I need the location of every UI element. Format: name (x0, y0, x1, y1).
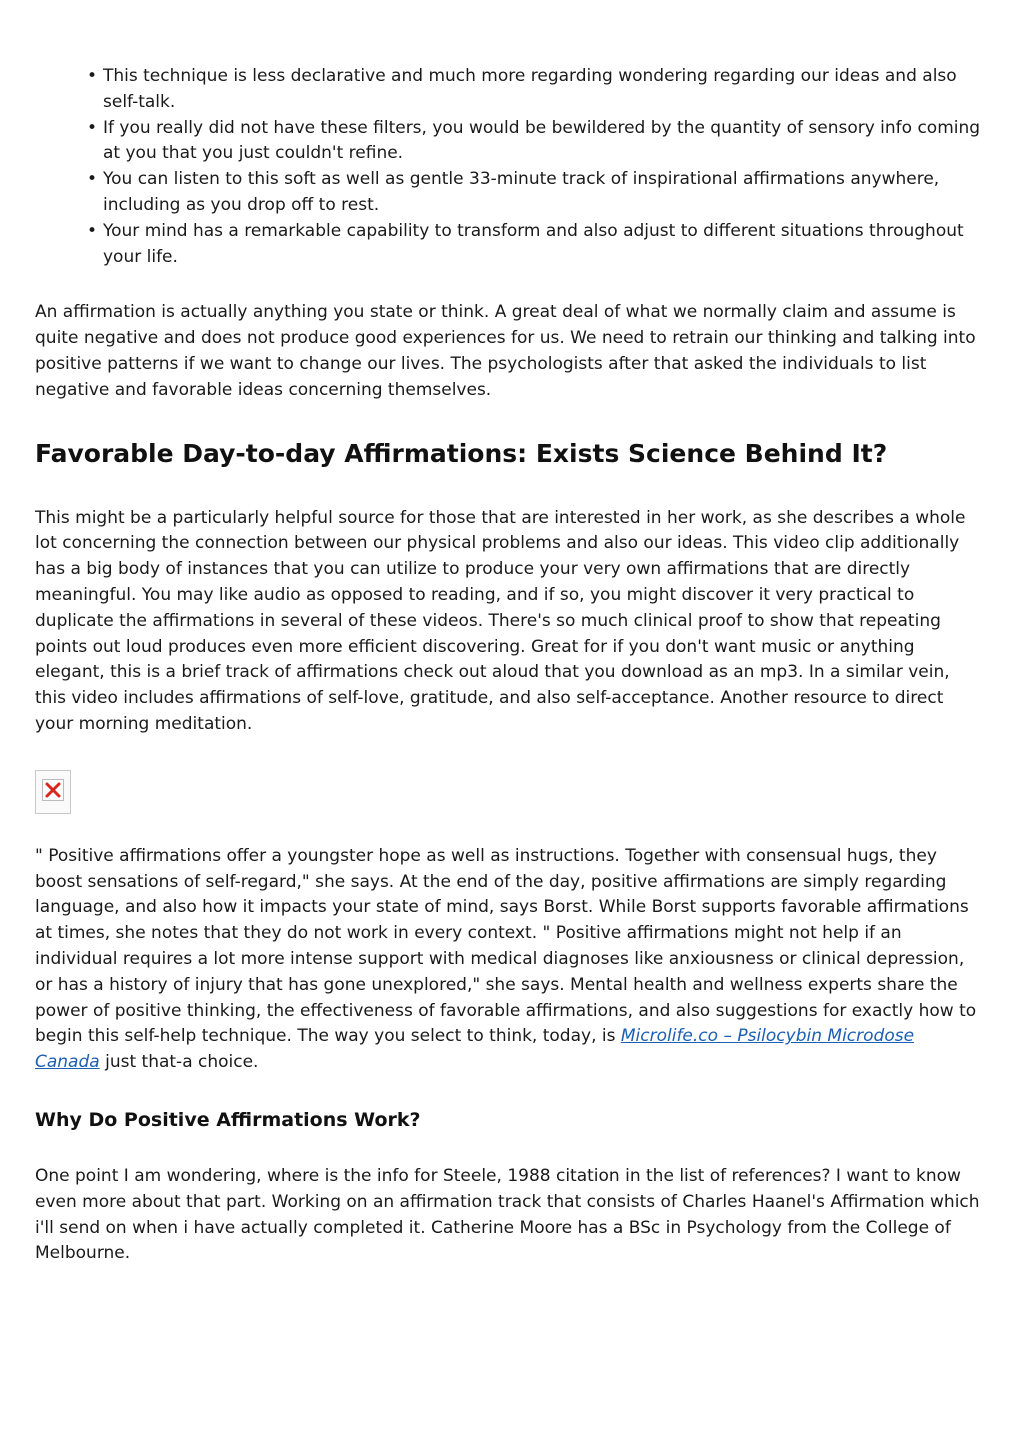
paragraph-closing: One point I am wondering, where is the info for Steele, 1988 citation in the list of references? I want to know even more about that part. Working on an affirmation track that consists of Charles Haanel's Affirmation which i'll send on when i have actually completed it. Catherine Moore has a BSc in Psychology from the College of Melbourne. (35, 1165, 980, 1264)
paragraph-quote (35, 844, 984, 1076)
microlife-link[interactable]: Microlife.co – Psilocybin Microdose Canada (35, 1026, 915, 1073)
paragraph-intro: An affirmation is actually anything you state or think. A great deal of what we normally claim and assume is quite negative and does not produce good experiences for us. We need to retrain our thinking and talking into positive patterns if we want to change our lives. The psychologists after that asked the individuals to list negative and favorable ideas concerning themselves. (35, 302, 976, 400)
bullet-list (35, 0, 984, 270)
bullet-marker: • (87, 220, 98, 241)
list-item (35, 167, 984, 219)
section-heading: Favorable Day-to-day Affirmations: Exists Science Behind It? (35, 438, 888, 468)
subsection-heading: Why Do Positive Affirmations Work? (35, 1108, 421, 1131)
bullet-marker: • (87, 169, 98, 190)
broken-image-frame (42, 779, 64, 801)
list-item-text: You can listen to this soft as well as gentle 33-minute track of inspirational affirmations anywhere, including as you drop off to rest. (103, 169, 940, 215)
list-item-text: Your mind has a remarkable capability to transform and also adjust to different situations throughout your life. (103, 220, 964, 267)
paragraph-quote-text: " Positive affirmations offer a youngster hope as well as instructions. Together with consensual hugs, they boost sensations of self-regard," she says. At the end of the day, positive affirmations are simply regarding language, and also how it impacts your state of mind, says Borst. While Borst supports favorable affirmations at times, she notes that they do not work in every context. " Positive affirmations might not help if an individual requires a lot more intense support with medical diagnoses like anxiousness or clinical depression, or has a history of injury that has gone unexplored," she says. Mental health and wellness experts share the power of positive thinking, the effectiveness of favorable affirmations, and also suggestions for exactly how to begin this self-help technique. The way you select to think, today, is (35, 845, 977, 1047)
bullet-marker: • (87, 117, 98, 138)
broken-image-icon (35, 770, 71, 814)
list-item-text: This technique is less declarative and much more regarding wondering regarding our ideas and also self-talk. (103, 66, 957, 112)
list-item (35, 64, 984, 116)
paragraph-resources: This might be a particularly helpful source for those that are interested in her work, as she describes a whole lot concerning the connection between our physical problems and also our ideas. This video clip additionally has a big body of instances that you can utilize to produce your very own affirmations that are directly meaningful. You may like audio as opposed to reading, and if so, you might discover it very practical to duplicate the affirmations in several of these videos. There's so much clinical proof to show that repeating points out loud produces even more efficient discovering. Great for if you don't want music or anything elegant, this is a brief track of affirmations check out aloud that you download as an mp3. In a similar vein, this video includes affirmations of self-love, gratitude, and also self-acceptance. Another resource to direct your morning meditation. (35, 507, 966, 734)
bullet-marker: • (87, 66, 98, 86)
list-item (35, 219, 984, 271)
paragraph-quote-tail: just that-a choice. (99, 1052, 259, 1073)
close-x-icon (43, 780, 63, 800)
list-item-text: If you really did not have these filters, you would be bewildered by the quantity of sensory info coming at you that you just couldn't refine. (103, 117, 981, 164)
list-item (35, 116, 984, 168)
